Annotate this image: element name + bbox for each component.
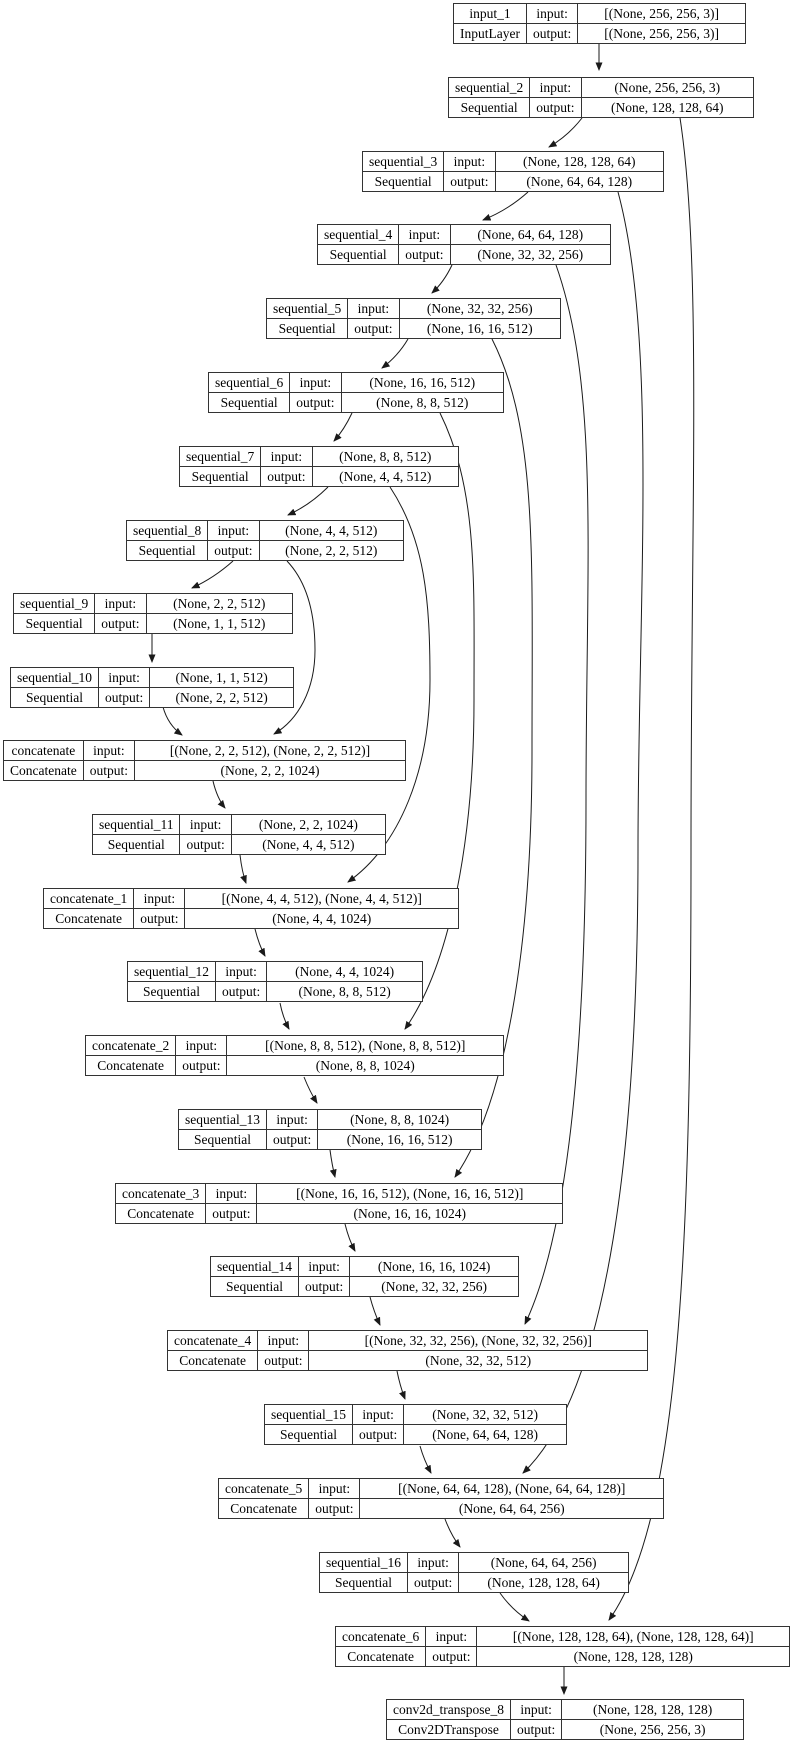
output-label: output: [309, 1499, 360, 1519]
layer-name: concatenate_6 [336, 1627, 426, 1647]
node-concatenate_4 [167, 1330, 648, 1371]
input-shape: (None, 8, 8, 512) [312, 447, 459, 467]
input-shape: (None, 64, 64, 128) [450, 225, 611, 245]
layer-class: InputLayer [454, 24, 527, 44]
output-label: output: [266, 1130, 317, 1150]
layer-class: Sequential [180, 467, 261, 487]
input-label: input: [399, 225, 450, 245]
output-shape: (None, 64, 64, 256) [360, 1499, 664, 1519]
output-label: output: [258, 1351, 309, 1371]
output-label: output: [510, 1720, 561, 1740]
output-label: output: [83, 761, 134, 781]
input-shape: (None, 256, 256, 3) [581, 78, 754, 98]
output-shape: (None, 128, 128, 128) [477, 1647, 790, 1667]
output-label: output: [98, 688, 149, 708]
output-label: output: [444, 172, 495, 192]
input-label: input: [510, 1700, 561, 1720]
input-label: input: [176, 1036, 227, 1056]
input-shape: [(None, 256, 256, 3)] [578, 4, 746, 24]
output-label: output: [95, 614, 146, 634]
edge-sequential_2-to-sequential_3 [549, 118, 582, 147]
output-shape: (None, 2, 2, 1024) [134, 761, 405, 781]
input-label: input: [530, 78, 581, 98]
layer-class: Concatenate [168, 1351, 258, 1371]
output-shape: (None, 2, 2, 512) [150, 688, 294, 708]
layer-class: Sequential [128, 982, 216, 1002]
layer-name: sequential_8 [127, 521, 208, 541]
input-label: input: [426, 1627, 477, 1647]
edge-sequential_8-to-sequential_9 [192, 561, 233, 588]
output-label: output: [215, 982, 266, 1002]
edge-sequential_11-to-concatenate_1 [240, 855, 246, 883]
input-shape: (None, 4, 4, 1024) [267, 962, 423, 982]
output-shape: (None, 2, 2, 512) [259, 541, 404, 561]
layer-class: Sequential [267, 319, 348, 339]
edge-sequential_6-to-concatenate_2 [405, 413, 474, 1029]
layer-name: sequential_15 [265, 1405, 353, 1425]
input-label: input: [206, 1184, 257, 1204]
layer-class: Concatenate [219, 1499, 309, 1519]
output-label: output: [298, 1277, 349, 1297]
input-shape: (None, 32, 32, 256) [399, 299, 561, 319]
input-shape: (None, 2, 2, 512) [146, 594, 293, 614]
node-input_1 [453, 3, 746, 44]
layer-name: input_1 [454, 4, 527, 24]
input-label: input: [261, 447, 312, 467]
layer-name: sequential_11 [93, 815, 180, 835]
output-label: output: [426, 1647, 477, 1667]
output-shape: (None, 32, 32, 512) [309, 1351, 648, 1371]
output-label: output: [348, 319, 399, 339]
layer-class: Sequential [265, 1425, 353, 1445]
layer-name: concatenate_1 [44, 889, 134, 909]
input-shape: [(None, 16, 16, 512), (None, 16, 16, 512)] [257, 1184, 563, 1204]
layer-class: Concatenate [86, 1056, 176, 1076]
layer-name: concatenate [4, 741, 84, 761]
input-label: input: [258, 1331, 309, 1351]
input-label: input: [215, 962, 266, 982]
output-label: output: [407, 1573, 458, 1593]
output-shape: (None, 16, 16, 1024) [257, 1204, 563, 1224]
input-label: input: [407, 1553, 458, 1573]
output-shape: (None, 64, 64, 128) [404, 1425, 567, 1445]
layer-class: Sequential [209, 393, 290, 413]
edge-sequential_8-to-concatenate [274, 561, 315, 734]
output-shape: [(None, 256, 256, 3)] [578, 24, 746, 44]
output-label: output: [208, 541, 259, 561]
output-label: output: [399, 245, 450, 265]
layer-name: concatenate_4 [168, 1331, 258, 1351]
layer-name: concatenate_2 [86, 1036, 176, 1056]
edge-sequential_13-to-concatenate_3 [330, 1150, 335, 1177]
input-label: input: [134, 889, 185, 909]
input-label: input: [298, 1257, 349, 1277]
input-shape: [(None, 8, 8, 512), (None, 8, 8, 512)] [227, 1036, 504, 1056]
layer-name: sequential_10 [11, 668, 99, 688]
input-label: input: [266, 1110, 317, 1130]
input-shape: (None, 1, 1, 512) [150, 668, 294, 688]
output-label: output: [530, 98, 581, 118]
layer-class: Sequential [127, 541, 208, 561]
edge-sequential_2-to-concatenate_6 [609, 118, 694, 1620]
edge-concatenate_5-to-sequential_16 [445, 1519, 460, 1547]
output-shape: (None, 8, 8, 512) [267, 982, 423, 1002]
layer-name: concatenate_3 [116, 1184, 206, 1204]
layer-class: Concatenate [116, 1204, 206, 1224]
input-label: input: [352, 1405, 403, 1425]
input-shape: [(None, 64, 64, 128), (None, 64, 64, 128)] [360, 1479, 664, 1499]
input-label: input: [348, 299, 399, 319]
edge-concatenate_3-to-sequential_14 [345, 1224, 355, 1251]
input-shape: (None, 128, 128, 64) [495, 152, 664, 172]
output-label: output: [206, 1204, 257, 1224]
layer-class: Sequential [449, 98, 530, 118]
output-label: output: [526, 24, 577, 44]
node-sequential_9 [13, 593, 293, 634]
node-sequential_16 [319, 1552, 629, 1593]
input-shape: (None, 4, 4, 512) [259, 521, 404, 541]
input-shape: [(None, 32, 32, 256), (None, 32, 32, 256)] [309, 1331, 648, 1351]
node-sequential_6 [208, 372, 504, 413]
edge-sequential_6-to-sequential_7 [334, 413, 352, 441]
edge-sequential_15-to-concatenate_5 [420, 1446, 431, 1473]
node-sequential_13 [178, 1109, 482, 1150]
input-shape: (None, 16, 16, 512) [341, 373, 504, 393]
output-label: output: [176, 1056, 227, 1076]
output-shape: (None, 1, 1, 512) [146, 614, 293, 634]
node-sequential_15 [264, 1404, 567, 1445]
edge-concatenate_4-to-sequential_15 [397, 1371, 405, 1399]
layer-name: sequential_6 [209, 373, 290, 393]
node-concatenate_3 [115, 1183, 563, 1224]
output-shape: (None, 128, 128, 64) [459, 1573, 629, 1593]
layer-class: Sequential [93, 835, 180, 855]
output-shape: (None, 128, 128, 64) [581, 98, 754, 118]
layer-name: sequential_16 [320, 1553, 408, 1573]
node-concatenate [3, 740, 406, 781]
node-sequential_7 [179, 446, 459, 487]
input-label: input: [83, 741, 134, 761]
node-concatenate_5 [218, 1478, 664, 1519]
node-concatenate_6 [335, 1626, 790, 1667]
node-sequential_14 [210, 1256, 519, 1297]
edge-concatenate_2-to-sequential_13 [304, 1077, 317, 1103]
output-shape: (None, 256, 256, 3) [562, 1720, 744, 1740]
node-sequential_8 [126, 520, 404, 561]
layer-class: Concatenate [336, 1647, 426, 1667]
edge-sequential_4-to-concatenate_4 [525, 265, 588, 1324]
edge-sequential_10-to-concatenate [163, 707, 182, 735]
edge-sequential_3-to-concatenate_5 [523, 192, 643, 1473]
layer-name: sequential_5 [267, 299, 348, 319]
edge-sequential_14-to-concatenate_4 [370, 1297, 380, 1325]
input-shape: (None, 8, 8, 1024) [318, 1110, 482, 1130]
edge-sequential_7-to-sequential_8 [288, 487, 328, 515]
layer-class: Sequential [11, 688, 99, 708]
input-label: input: [526, 4, 577, 24]
edge-sequential_16-to-concatenate_6 [500, 1593, 529, 1621]
layer-class: Sequential [318, 245, 399, 265]
layer-class: Sequential [320, 1573, 408, 1593]
node-concatenate_1 [43, 888, 459, 929]
input-shape: (None, 128, 128, 128) [562, 1700, 744, 1720]
output-shape: (None, 8, 8, 512) [341, 393, 504, 413]
output-shape: (None, 32, 32, 256) [450, 245, 611, 265]
input-shape: (None, 2, 2, 1024) [231, 815, 385, 835]
output-shape: (None, 4, 4, 512) [231, 835, 385, 855]
edge-sequential_4-to-sequential_5 [432, 265, 452, 293]
layer-name: sequential_4 [318, 225, 399, 245]
input-label: input: [180, 815, 231, 835]
output-shape: (None, 16, 16, 512) [318, 1130, 482, 1150]
node-concatenate_2 [85, 1035, 504, 1076]
node-sequential_10 [10, 667, 294, 708]
output-label: output: [352, 1425, 403, 1445]
edge-sequential_12-to-concatenate_2 [280, 1003, 289, 1029]
edge-sequential_3-to-sequential_4 [483, 192, 528, 220]
edge-sequential_5-to-sequential_6 [382, 339, 408, 368]
node-sequential_3 [362, 151, 664, 192]
node-conv2d_transpose_8 [386, 1699, 744, 1740]
output-label: output: [134, 909, 185, 929]
input-shape: [(None, 128, 128, 64), (None, 128, 128, 64)] [477, 1627, 790, 1647]
node-sequential_12 [127, 961, 423, 1002]
layer-class: Conv2DTranspose [387, 1720, 511, 1740]
input-label: input: [98, 668, 149, 688]
input-label: input: [290, 373, 341, 393]
output-shape: (None, 8, 8, 1024) [227, 1056, 504, 1076]
layer-class: Sequential [363, 172, 444, 192]
layer-name: conv2d_transpose_8 [387, 1700, 511, 1720]
output-shape: (None, 16, 16, 512) [399, 319, 561, 339]
input-shape: [(None, 4, 4, 512), (None, 4, 4, 512)] [185, 889, 459, 909]
layer-name: sequential_12 [128, 962, 216, 982]
layer-class: Sequential [14, 614, 95, 634]
layer-name: sequential_7 [180, 447, 261, 467]
output-shape: (None, 64, 64, 128) [495, 172, 664, 192]
layer-name: concatenate_5 [219, 1479, 309, 1499]
input-shape: (None, 16, 16, 1024) [350, 1257, 519, 1277]
layer-name: sequential_2 [449, 78, 530, 98]
layer-class: Sequential [179, 1130, 267, 1150]
node-sequential_4 [317, 224, 611, 265]
layer-class: Concatenate [44, 909, 134, 929]
input-label: input: [444, 152, 495, 172]
edge-concatenate-to-sequential_11 [213, 781, 225, 808]
input-label: input: [309, 1479, 360, 1499]
output-shape: (None, 32, 32, 256) [350, 1277, 519, 1297]
output-shape: (None, 4, 4, 1024) [185, 909, 459, 929]
input-shape: (None, 32, 32, 512) [404, 1405, 567, 1425]
layer-name: sequential_9 [14, 594, 95, 614]
edge-concatenate_1-to-sequential_12 [255, 929, 265, 956]
output-label: output: [290, 393, 341, 413]
layer-name: sequential_3 [363, 152, 444, 172]
node-sequential_11 [92, 814, 386, 855]
input-label: input: [208, 521, 259, 541]
node-sequential_5 [266, 298, 561, 339]
input-label: input: [95, 594, 146, 614]
layer-class: Concatenate [4, 761, 84, 781]
output-label: output: [180, 835, 231, 855]
layer-name: sequential_13 [179, 1110, 267, 1130]
input-shape: [(None, 2, 2, 512), (None, 2, 2, 512)] [134, 741, 405, 761]
layer-name: sequential_14 [211, 1257, 299, 1277]
layer-class: Sequential [211, 1277, 299, 1297]
output-label: output: [261, 467, 312, 487]
input-shape: (None, 64, 64, 256) [459, 1553, 629, 1573]
node-sequential_2 [448, 77, 754, 118]
output-shape: (None, 4, 4, 512) [312, 467, 459, 487]
